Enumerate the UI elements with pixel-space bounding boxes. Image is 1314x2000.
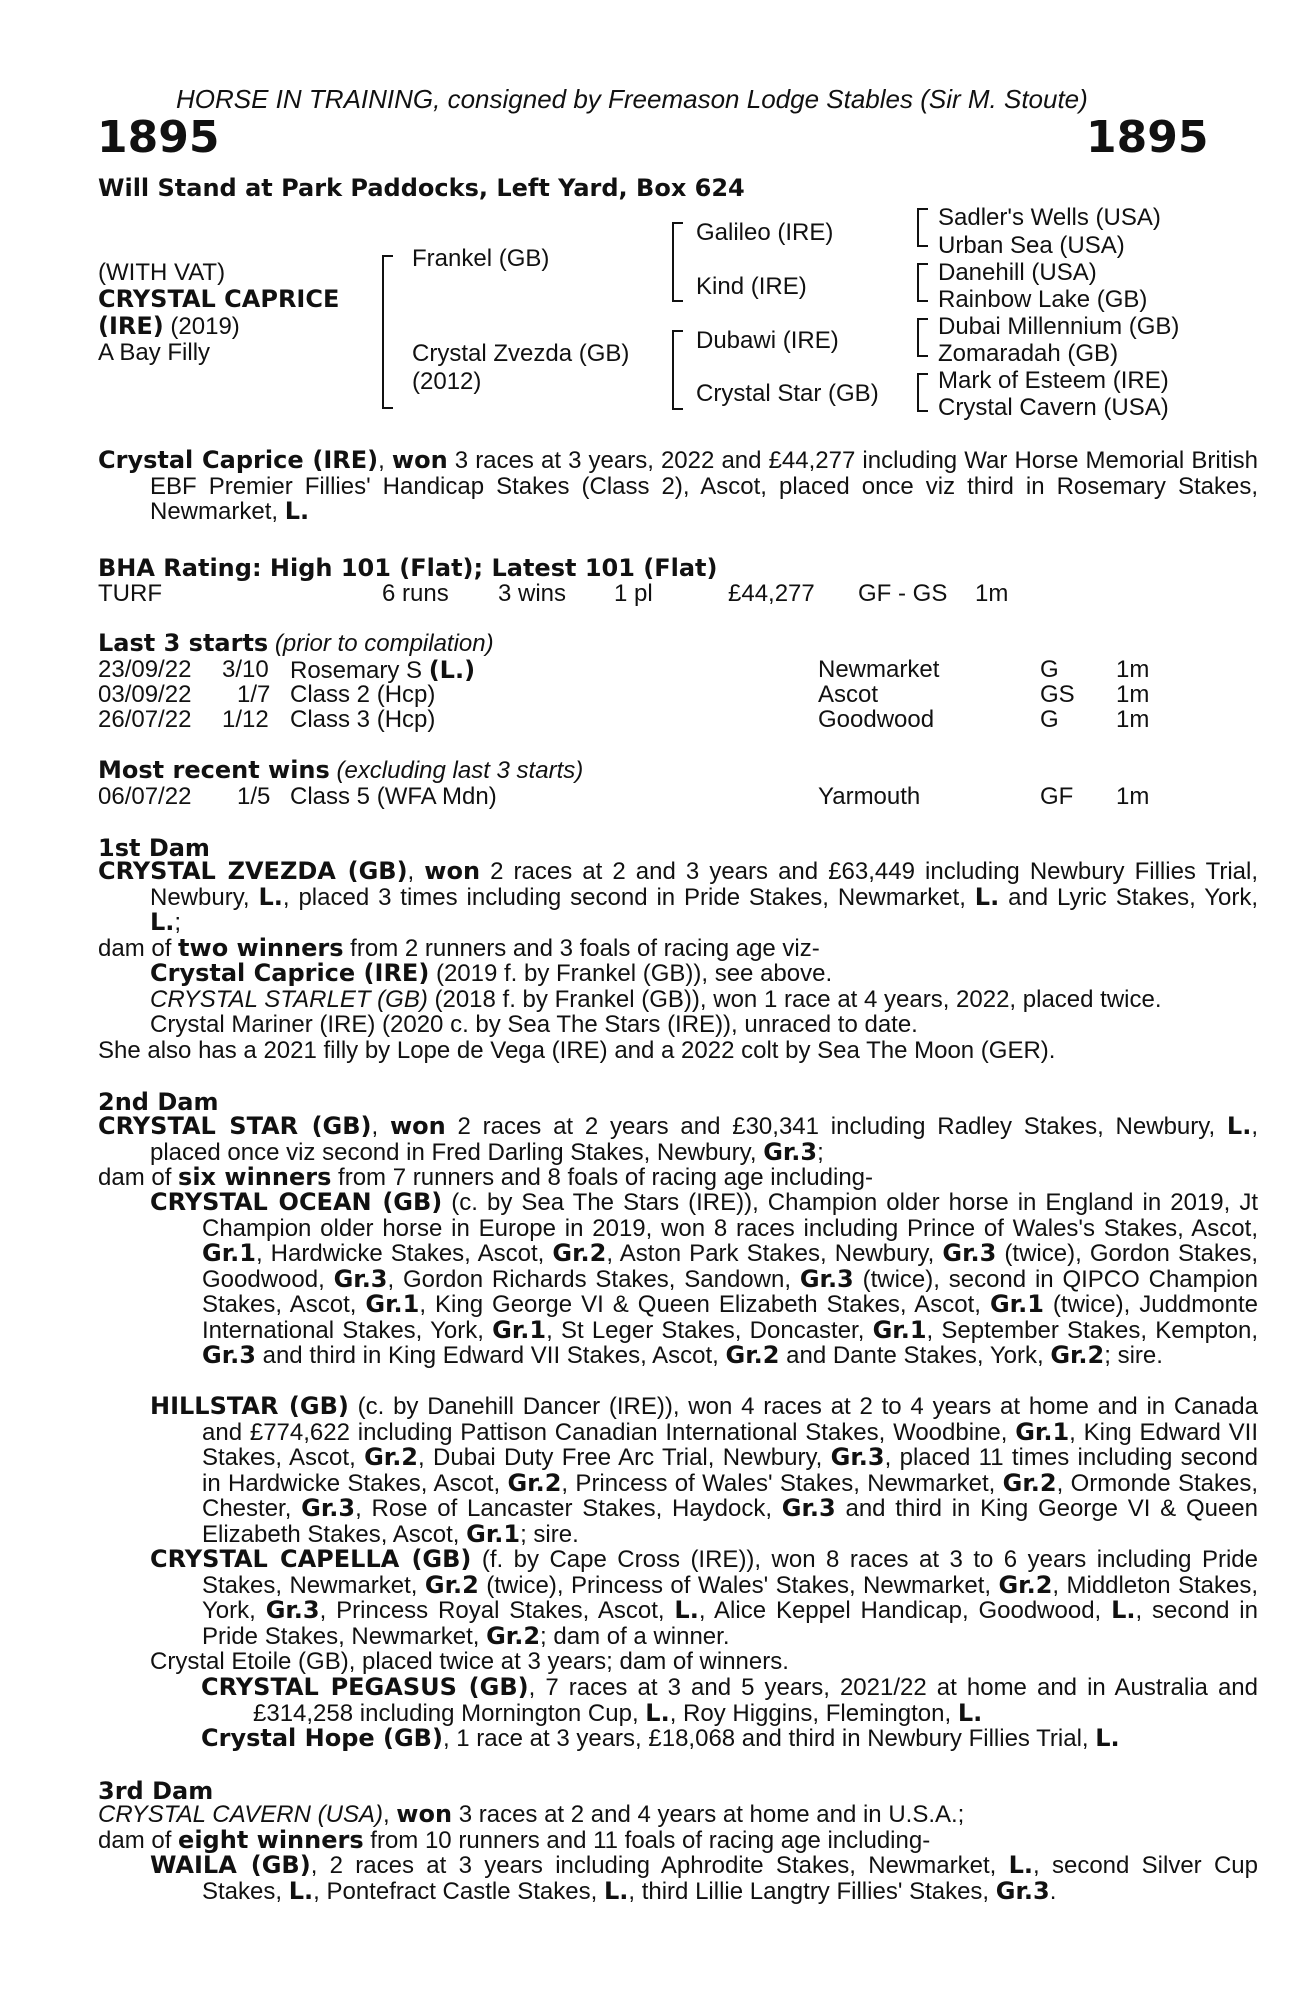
dam2-title: 2nd Dam [98, 1088, 219, 1116]
pedigree-sire: Frankel (GB) [412, 245, 550, 272]
dam1-offspring-3: Crystal Mariner (IRE) (2020 c. by Sea The Stars (IRE)), unraced to date. [150, 1011, 918, 1038]
dam2-dam-of: dam of six winners from 7 runners and 8 foals of racing age including- [98, 1163, 874, 1191]
dam1-dam-of: dam of two winners from 2 runners and 3 foals of racing age viz- [98, 934, 820, 962]
last3-course-3: Goodwood [818, 706, 935, 733]
consignment-header: HORSE IN TRAINING, consigned by Freemason Lodge Stables (Sir M. Stoute) [176, 84, 1088, 114]
pedigree-g7: Mark of Esteem (IRE) [938, 367, 1169, 394]
pedigree-g6: Zomaradah (GB) [938, 340, 1119, 367]
recent-pos-1: 1/5 [237, 783, 271, 810]
race-summary: Crystal Caprice (IRE), won 3 races at 3 years, 2022 and £44,277 including War Horse Memorial British EBF Premier Fillies' Handicap Stakes (Class 2), Ascot, placed once viz third in Rosemary Stakes, Newmarket, L. [98, 446, 1259, 525]
pedigree-dam: Crystal Zvezda (GB) [412, 340, 630, 367]
last3-course-2: Ascot [818, 681, 879, 708]
dam3-title: 3rd Dam [98, 1777, 214, 1805]
last3-title: Last 3 starts (prior to compilation) [98, 629, 494, 657]
dam1-offspring-1: Crystal Caprice (IRE) (2019 f. by Frankel (GB)), see above. [150, 959, 833, 987]
dam3-dam-of: dam of eight winners from 10 runners and 11 foals of racing age including- [98, 1826, 931, 1854]
last3-pos-2: 1/7 [237, 681, 271, 708]
rating-surface: TURF [98, 580, 162, 607]
last3-pos-3: 1/12 [222, 706, 269, 733]
pedigree-g2: Urban Sea (USA) [938, 232, 1125, 259]
dam1-record: CRYSTAL ZVEZDA (GB), won 2 races at 2 and 3 years and £63,449 including Newbury Fillies Trial, Newbury, L., placed 3 times including second in Pride Stakes, Newmarket, L. and Lyric Stakes, York, L.; [98, 857, 1259, 936]
recent-date-1: 06/07/22 [98, 783, 192, 810]
pedigree-brace-sire [672, 222, 683, 302]
dam2-crystal-hope: Crystal Hope (GB), 1 race at 3 years, £18,068 and third in Newbury Fillies Trial, L. [201, 1724, 1120, 1752]
pedigree-dam-year: (2012) [412, 368, 482, 395]
pedigree-g1: Sadler's Wells (USA) [938, 204, 1161, 231]
pedigree-brace-g1 [917, 208, 928, 247]
last3-course-1: Newmarket [818, 656, 940, 683]
dam1-title: 1st Dam [98, 834, 210, 862]
pedigree-brace-g3 [917, 318, 928, 357]
pedigree-sire-sire: Galileo (IRE) [696, 219, 834, 246]
vat-note: (WITH VAT) [98, 259, 226, 286]
last3-dist-2: 1m [1116, 681, 1150, 708]
pedigree-g8: Crystal Cavern (USA) [938, 394, 1169, 421]
recent-going-1: GF [1040, 783, 1074, 810]
recent-dist-1: 1m [1116, 783, 1150, 810]
last3-race-2: Class 2 (Hcp) [290, 681, 436, 708]
last3-dist-3: 1m [1116, 706, 1150, 733]
dam2-crystal-etoile: Crystal Etoile (GB), placed twice at 3 years; dam of winners. [150, 1648, 789, 1675]
dam2-crystal-ocean: CRYSTAL OCEAN (GB) (c. by Sea The Stars (IRE)), Champion older horse in England in 2019, Jt Champion older horse in Europe in 2019, won 8 races including Prince of Wales's Stakes, Ascot, Gr.1, Hardwicke Stakes, Ascot, Gr.2, Aston Park Stakes, Newbury, Gr.3 (twice), Gordon Stakes, Goodwood, Gr.3, Gordon Richards Stakes, Sandown, Gr.3 (twice), second in QIPCO Champion Stakes, Ascot, Gr.1, King George VI & Queen Elizabeth Stakes, Ascot, Gr.1 (twice), Juddmonte International Stakes, York, Gr.1, St Leger Stakes, Doncaster, Gr.1, September Stakes, Kempton, Gr.3 and third in King Edward VII Stakes, Ascot, Gr.2 and Dante Stakes, York, Gr.2; sire. [150, 1188, 1259, 1369]
last3-race-1: Rosemary S (L.) [290, 656, 476, 684]
last3-going-3: G [1040, 706, 1059, 733]
dam2-crystal-capella: CRYSTAL CAPELLA (GB) (f. by Cape Cross (IRE)), won 8 races at 3 to 6 years including Pride Stakes, Newmarket, Gr.2 (twice), Princess of Wales' Stakes, Newmarket, Gr.2, Middleton Stakes, York, Gr.3, Princess Royal Stakes, Ascot, L., Alice Keppel Handicap, Goodwood, L., second in Pride Stakes, Newmarket, Gr.2; dam of a winner. [150, 1545, 1259, 1650]
pedigree-brace-dam [672, 330, 683, 410]
venue-line: Will Stand at Park Paddocks, Left Yard, Box 624 [98, 174, 745, 202]
recent-course-1: Yarmouth [818, 783, 921, 810]
last3-going-1: G [1040, 656, 1059, 683]
pedigree-g3: Danehill (USA) [938, 259, 1097, 286]
rating-runs: 6 runs [382, 580, 449, 607]
last3-date-2: 03/09/22 [98, 681, 192, 708]
pedigree-g4: Rainbow Lake (GB) [938, 286, 1148, 313]
pedigree-brace-sire-dam [382, 255, 393, 409]
dam3-record: CRYSTAL CAVERN (USA), won 3 races at 2 and 4 years at home and in U.S.A.; [98, 1800, 965, 1828]
rating-distance: 1m [975, 580, 1009, 607]
last3-date-1: 23/09/22 [98, 656, 192, 683]
rating-placed: 1 pl [614, 580, 653, 607]
dam2-hillstar: HILLSTAR (GB) (c. by Danehill Dancer (IRE)), won 4 races at 2 to 4 years at home and in Canada and £774,622 including Pattison Canadian International Stakes, Woodbine, Gr.1, King Edward VII Stakes, Ascot, Gr.2, Dubai Duty Free Arc Trial, Newbury, Gr.3, placed 11 times including second in Hardwicke Stakes, Ascot, Gr.2, Princess of Wales' Stakes, Newmarket, Gr.2, Ormonde Stakes, Chester, Gr.3, Rose of Lancaster Stakes, Haydock, Gr.3 and third in King George VI & Queen Elizabeth Stakes, Ascot, Gr.1; sire. [150, 1392, 1259, 1548]
dam2-record: CRYSTAL STAR (GB), won 2 races at 2 years and £30,341 including Radley Stakes, Newbury, L., placed once viz second in Fred Darling Stakes, Newbury, Gr.3; [98, 1112, 1259, 1166]
last3-dist-1: 1m [1116, 656, 1150, 683]
last3-date-3: 26/07/22 [98, 706, 192, 733]
rating-going: GF - GS [858, 580, 948, 607]
pedigree-dam-dam: Crystal Star (GB) [696, 380, 879, 407]
pedigree-sire-dam: Kind (IRE) [696, 273, 807, 300]
last3-race-3: Class 3 (Hcp) [290, 706, 436, 733]
bha-rating-title: BHA Rating: High 101 (Flat); Latest 101 (Flat) [98, 554, 718, 582]
pedigree-dam-sire: Dubawi (IRE) [696, 327, 839, 354]
lot-number-right: 1895 [1086, 112, 1209, 163]
horse-name: CRYSTAL CAPRICE [98, 285, 340, 313]
recent-race-1: Class 5 (WFA Mdn) [290, 783, 497, 810]
rating-earnings: £44,277 [728, 580, 815, 607]
pedigree-g5: Dubai Millennium (GB) [938, 313, 1180, 340]
dam1-offspring-2: CRYSTAL STARLET (GB) (2018 f. by Frankel (GB)), won 1 race at 4 years, 2022, placed twice. [150, 986, 1162, 1013]
rating-wins: 3 wins [498, 580, 567, 607]
pedigree-brace-g4 [917, 373, 928, 412]
dam2-crystal-pegasus: CRYSTAL PEGASUS (GB), 7 races at 3 and 5 years, 2021/22 at home and in Australia and £314,258 including Mornington Cup, L., Roy Higgins, Flemington, L. [201, 1673, 1258, 1727]
horse-description: A Bay Filly [98, 339, 211, 366]
last3-going-2: GS [1040, 681, 1075, 708]
horse-name-suffix: (IRE) (2019) [98, 312, 240, 340]
lot-number-left: 1895 [97, 112, 220, 163]
recent-wins-title: Most recent wins (excluding last 3 starts) [98, 756, 584, 784]
dam3-waila: WAILA (GB), 2 races at 3 years including Aphrodite Stakes, Newmarket, L., second Silver Cup Stakes, L., Pontefract Castle Stakes, L., third Lillie Langtry Fillies' Stakes, Gr.3. [150, 1851, 1258, 1905]
dam1-also: She also has a 2021 filly by Lope de Vega (IRE) and a 2022 colt by Sea The Moon (GER). [98, 1037, 1056, 1064]
last3-pos-1: 3/10 [222, 656, 269, 683]
pedigree-brace-g2 [917, 263, 928, 302]
